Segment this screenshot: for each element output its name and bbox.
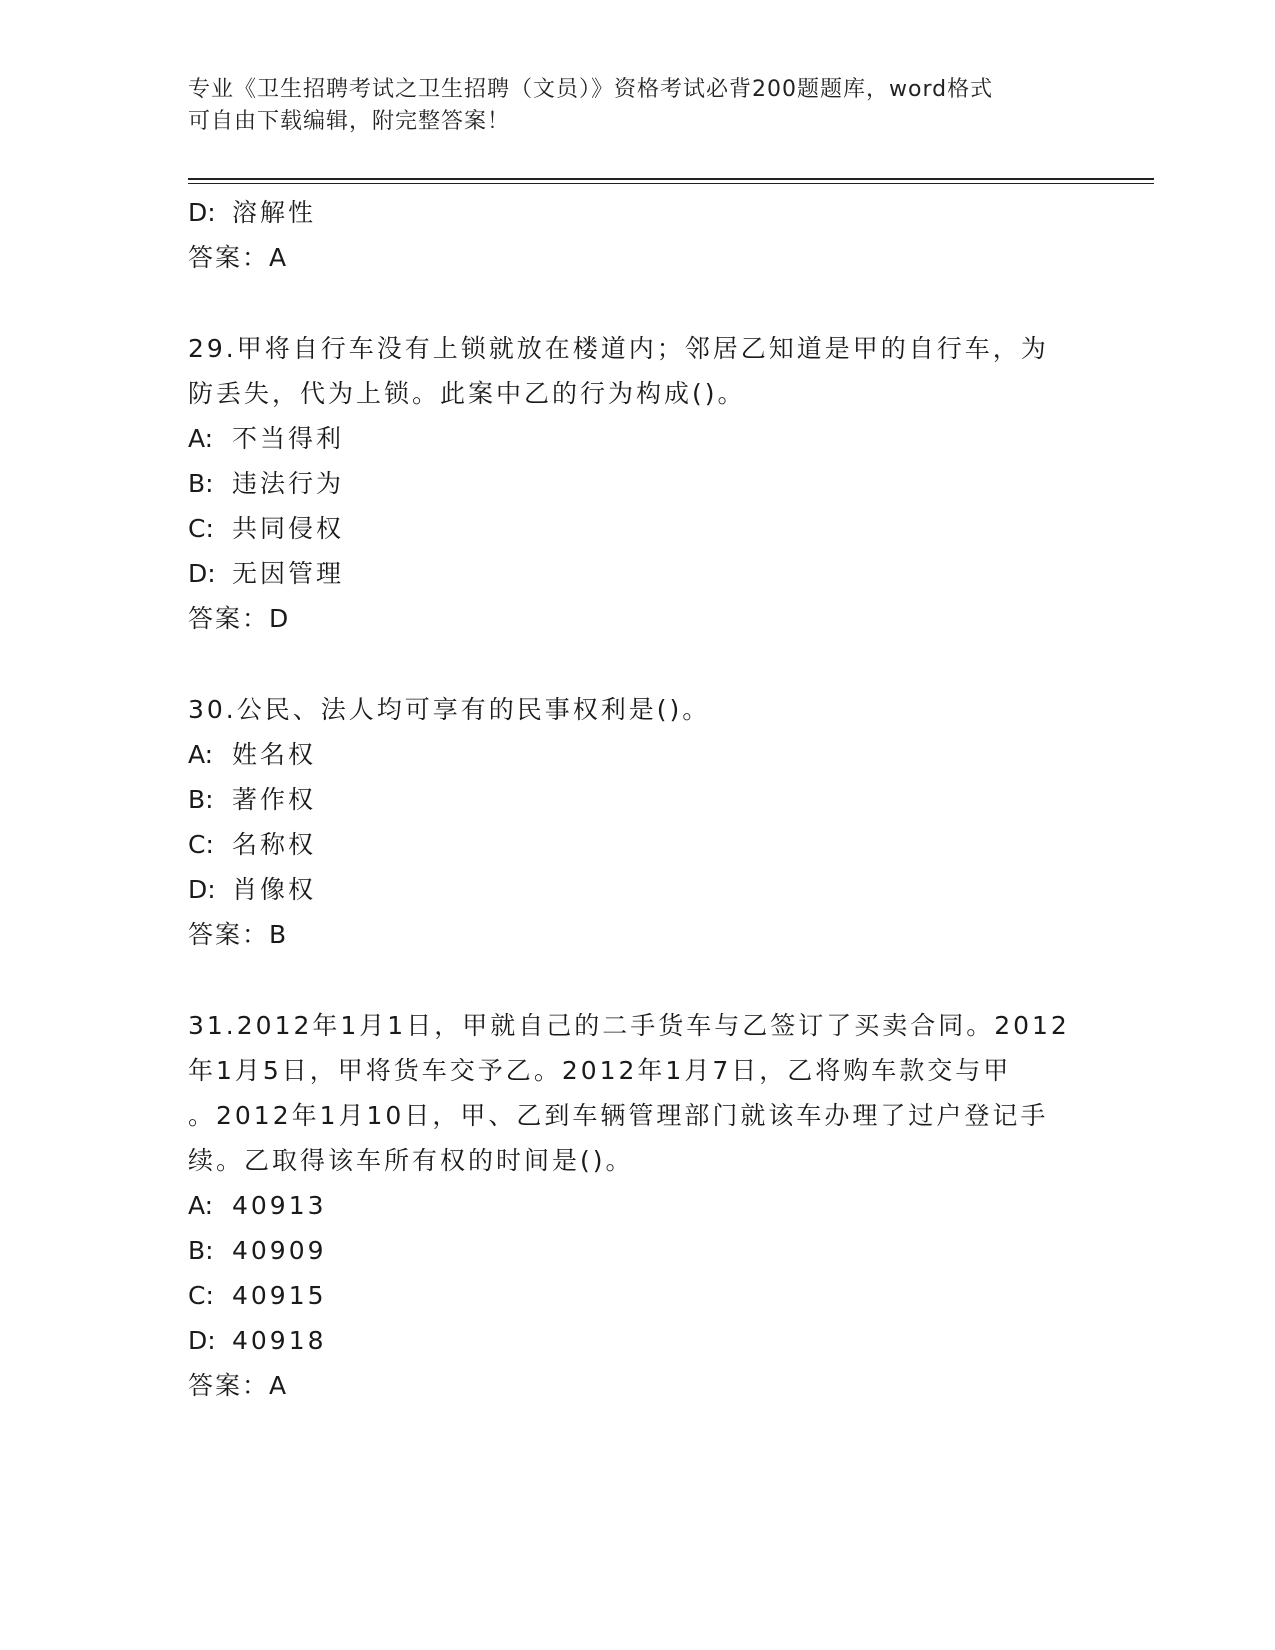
- option-b: [188, 461, 1108, 506]
- question-29: [188, 326, 1108, 641]
- option-text: 40913: [232, 1191, 327, 1220]
- answer-line: [188, 235, 1108, 280]
- option-text: 违法行为: [232, 469, 345, 498]
- option-d: [188, 551, 1108, 596]
- option-key: C:: [188, 830, 214, 859]
- option-key: B:: [188, 469, 214, 498]
- option-d: [188, 1318, 1108, 1363]
- question-text-line: 年1月5日，甲将货车交予乙。2012年1月7日，乙将购车款交与甲: [188, 1056, 1012, 1085]
- question-text-line: 续。乙取得该车所有权的时间是()。: [188, 1146, 634, 1175]
- option-key: D:: [188, 559, 216, 588]
- question-gap: [188, 641, 1108, 687]
- answer-value: B: [269, 920, 290, 949]
- question-list: [188, 190, 1108, 1408]
- option-text: 肖像权: [232, 875, 317, 904]
- question-text-line: 防丢失，代为上锁。此案中乙的行为构成()。: [188, 379, 746, 408]
- option-text: 40915: [232, 1281, 327, 1310]
- answer-label: 答案：: [188, 243, 270, 272]
- option-key: D:: [188, 198, 216, 227]
- option-c: [188, 822, 1108, 867]
- header-title-line-1: 专业《卫生招聘考试之卫生招聘（文员）》资格考试必背200题题库，word格式: [188, 77, 994, 102]
- header-title-line-2: 可自由下载编辑，附完整答案！: [188, 109, 511, 134]
- option-key: A:: [188, 1191, 214, 1220]
- question-text-line: 31.2012年1月1日，甲就自己的二手货车与乙签订了买卖合同。2012: [188, 1011, 1070, 1040]
- option-a: [188, 416, 1108, 461]
- option-key: D:: [188, 875, 216, 904]
- question-text-line: 29.甲将自行车没有上锁就放在楼道内；邻居乙知道是甲的自行车，为: [188, 334, 1049, 363]
- option-text: 著作权: [232, 785, 317, 814]
- option-text: 共同侵权: [232, 514, 345, 543]
- option-c: [188, 506, 1108, 551]
- question-text-line: 。2012年1月10日，甲、乙到车辆管理部门就该车办理了过户登记手: [188, 1101, 1049, 1130]
- option-key: A:: [188, 740, 214, 769]
- option-b: [188, 1228, 1108, 1273]
- page-header: [188, 74, 1088, 138]
- option-text: 40918: [232, 1326, 327, 1355]
- option-key: B:: [188, 785, 214, 814]
- answer-value: D: [269, 604, 292, 633]
- answer-line: [188, 912, 1108, 957]
- option-a: [188, 732, 1108, 777]
- question-gap: [188, 957, 1108, 1003]
- header-divider: [188, 178, 1154, 184]
- question-gap: [188, 280, 1108, 326]
- option-text: 溶解性: [232, 198, 317, 227]
- answer-label: 答案：: [188, 604, 270, 633]
- answer-label: 答案：: [188, 1371, 270, 1400]
- answer-line: [188, 1363, 1108, 1408]
- answer-value: A: [269, 243, 290, 272]
- option-text: 名称权: [232, 830, 317, 859]
- option-text: 姓名权: [232, 740, 317, 769]
- question-31: [188, 1003, 1108, 1408]
- option-text: 40909: [232, 1236, 327, 1265]
- answer-label: 答案：: [188, 920, 270, 949]
- option-text: 不当得利: [232, 424, 345, 453]
- option-key: D:: [188, 1326, 216, 1355]
- question-30: [188, 687, 1108, 957]
- option-d: [188, 867, 1108, 912]
- option-key: A:: [188, 424, 214, 453]
- option-b: [188, 777, 1108, 822]
- option-text: 无因管理: [232, 559, 345, 588]
- option-key: B:: [188, 1236, 214, 1265]
- answer-line: [188, 596, 1108, 641]
- answer-value: A: [269, 1371, 290, 1400]
- option-a: [188, 1183, 1108, 1228]
- option-key: C:: [188, 1281, 214, 1310]
- option-d: [188, 190, 1108, 235]
- option-c: [188, 1273, 1108, 1318]
- question-text-line: 30.公民、法人均可享有的民事权利是()。: [188, 695, 711, 724]
- option-key: C:: [188, 514, 214, 543]
